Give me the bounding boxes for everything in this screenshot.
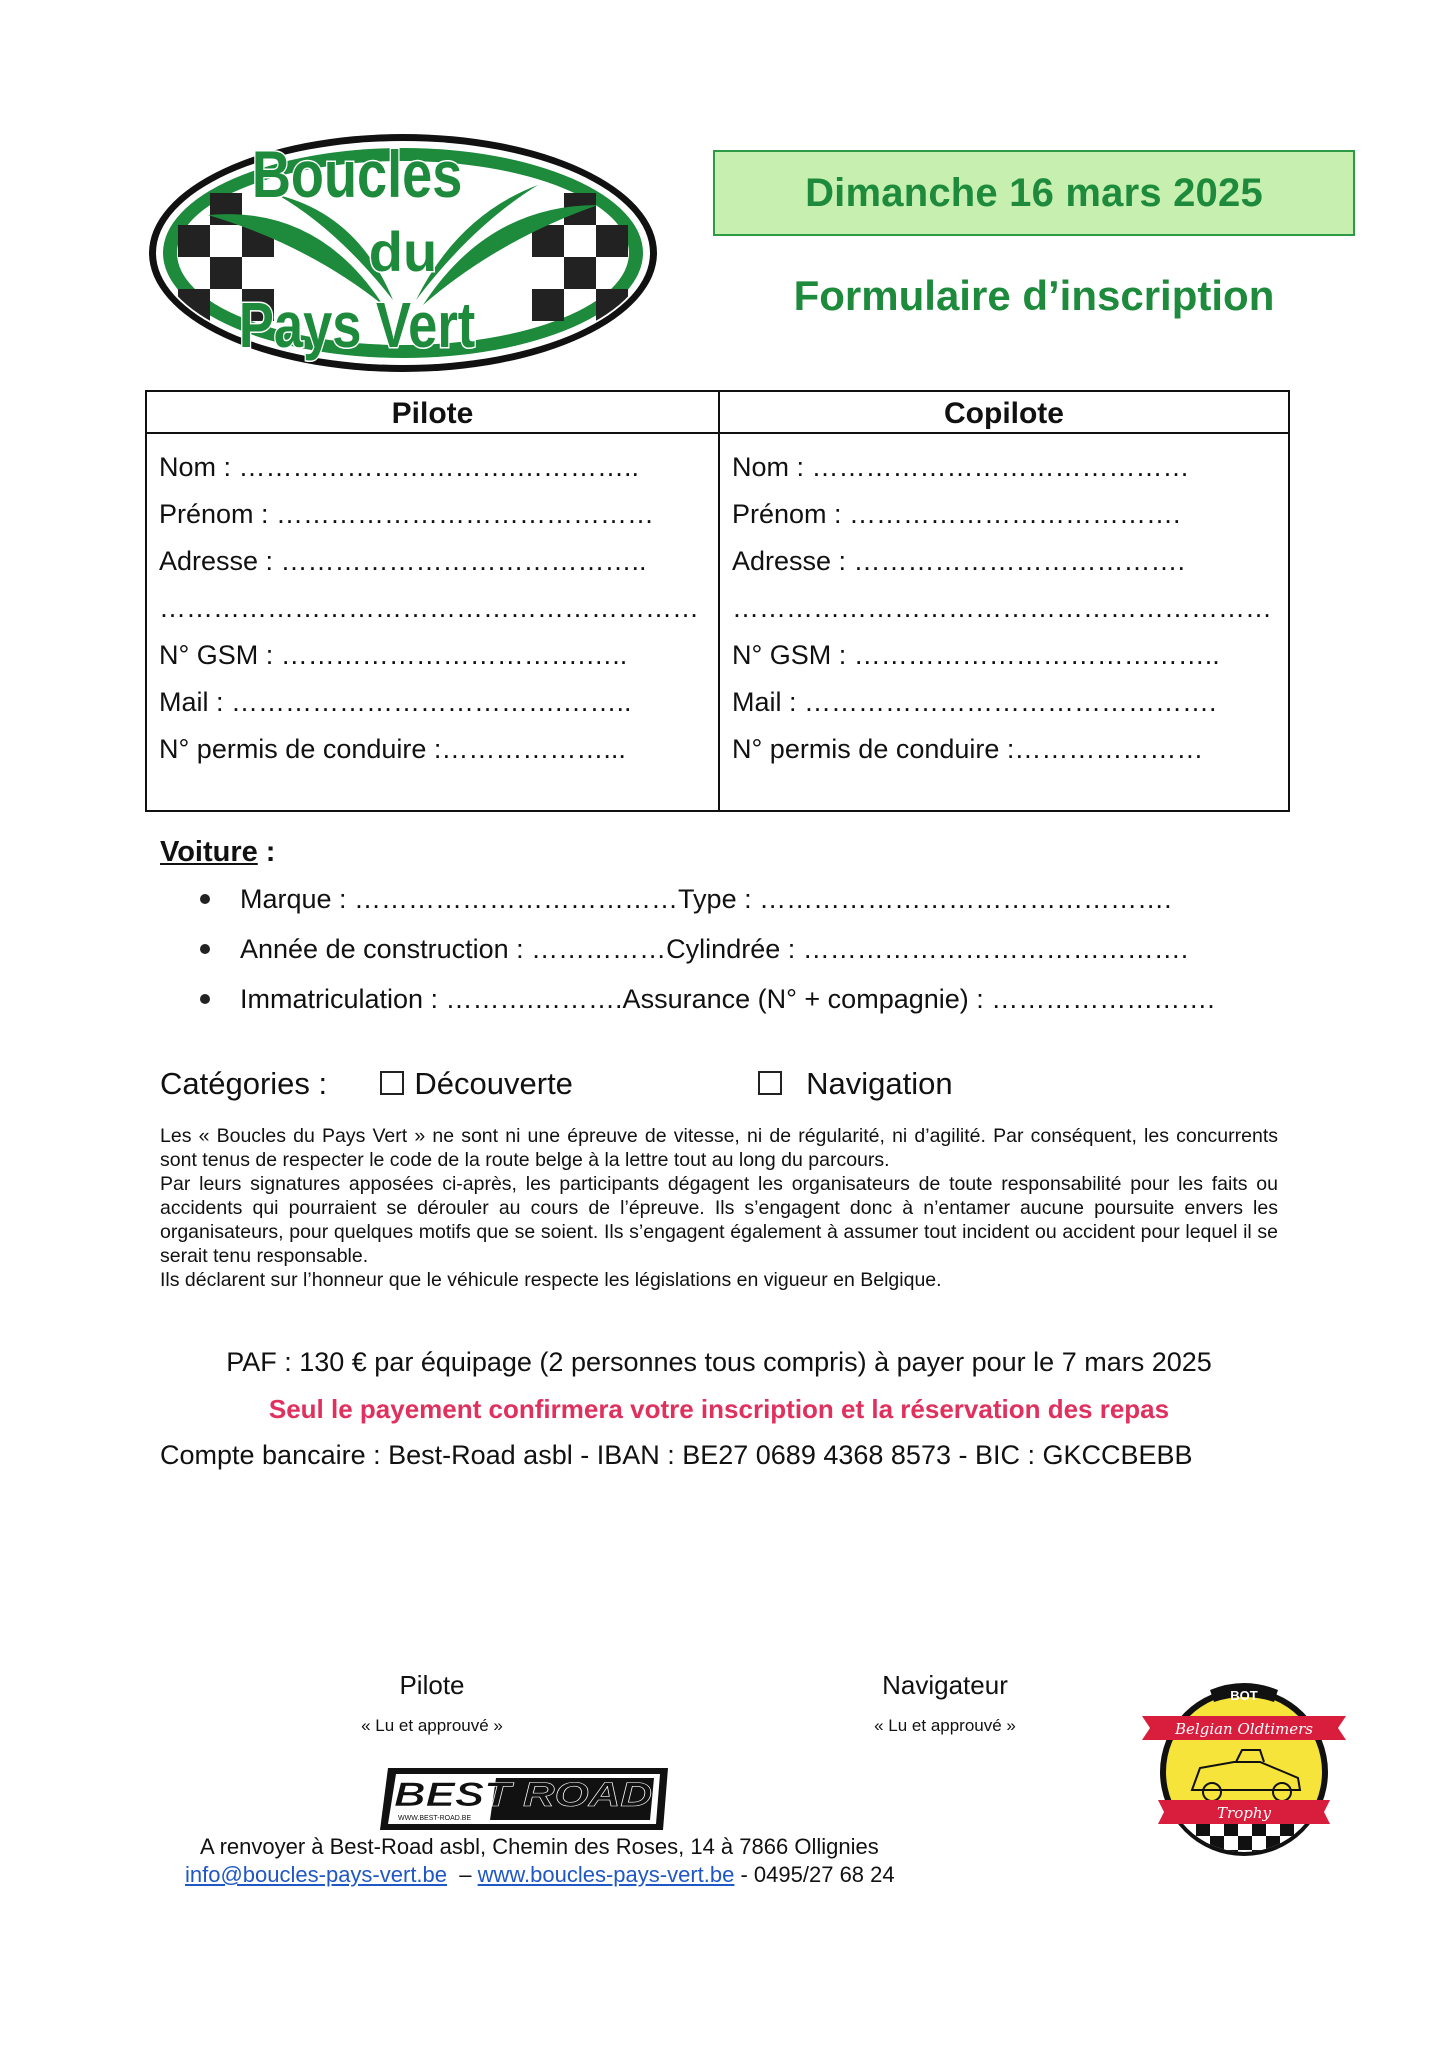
navigation-checkbox[interactable] (758, 1071, 782, 1095)
logo-line2: du (368, 220, 438, 283)
best-road-logo (378, 1766, 673, 1832)
copilote-prenom-field[interactable]: Prénom : ………………………………. (732, 499, 1181, 529)
copilote-mail-field[interactable]: Mail : ………………………………………. (732, 687, 1217, 717)
copilote-heading: Copilote (720, 392, 1288, 434)
pilote-adresse-line2[interactable]: …………………………………………………… (159, 593, 699, 623)
pilote-heading: Pilote (147, 392, 718, 434)
pilote-prenom-field[interactable]: Prénom : …………………………………… (159, 499, 655, 529)
copilote-nom-field[interactable]: Nom : …………………………………… (732, 452, 1190, 482)
event-date: Dimanche 16 mars 2025 (805, 170, 1263, 215)
pilote-signature-sub: « Lu et approuvé » (361, 1716, 503, 1735)
voiture-colon: : (257, 836, 276, 868)
copilote-fields (732, 444, 1288, 773)
disclaimer-paragraph: Par leurs signatures apposées ci-après, les participants dégagent les organisateurs de toute responsabilité pour les faits ou accidents qui pourraient se dérouler au cours de l’épreuve. Ils s’engagent donc à n’entamer aucune poursuite envers les organisateurs, pour quelques motifs que se soient. Ils s’engagent également à assumer tout incident ou accident pour lequel il se serait tenu responsable. (160, 1173, 1278, 1267)
pilote-permis-field[interactable]: N° permis de conduire :………………... (159, 734, 626, 764)
pilote-fields (159, 444, 718, 773)
pilote-mail-field[interactable]: Mail : ……………………………….…….. (159, 687, 632, 717)
disclaimer-paragraph: Ils déclarent sur l’honneur que le véhicule respecte les législations en vigueur en Belgique. (160, 1269, 942, 1291)
logo-line1: Boucles (251, 136, 463, 212)
bank-account-line: Compte bancaire : Best-Road asbl - IBAN : BE27 0689 4368 8573 - BIC : GKCCBEBB (160, 1440, 1193, 1470)
pilote-gsm-field[interactable]: N° GSM : …………………………….….. (159, 640, 628, 670)
disclaimer-text (160, 1124, 1278, 1292)
copilote-gsm-field[interactable]: N° GSM : ………………………………….. (732, 640, 1220, 670)
paf-line: PAF : 130 € par équipage (2 personnes tous compris) à payer pour le 7 mars 2025 (226, 1347, 1212, 1377)
car-line-text: Immatriculation : ……….……….Assurance (N° + compagnie) : ……………………. (240, 984, 1215, 1014)
phone-number: - 0495/27 68 24 (734, 1862, 895, 1887)
event-date-box (713, 150, 1355, 236)
copilote-adresse-field[interactable]: Adresse : ………………………………. (732, 546, 1186, 576)
best-road-logo-text: BEST ROAD (394, 1776, 652, 1814)
persons-table (145, 390, 1290, 812)
voiture-label: Voiture (160, 836, 258, 868)
bullet-icon (200, 894, 210, 904)
form-title: Formulaire d’inscription (793, 272, 1275, 319)
website-link[interactable]: www.boucles-pays-vert.be (477, 1862, 735, 1887)
disclaimer-paragraph: Les « Boucles du Pays Vert » ne sont ni une épreuve de vitesse, ni de régularité, ni d’agilité. Par conséquent, les concurrents sont tenus de respecter le code de la route belge à la lettre tout au long du parcours. (160, 1125, 1278, 1171)
car-immat-assurance-line[interactable] (200, 984, 1215, 1015)
copilote-column (720, 392, 1288, 810)
contact-line (185, 1862, 895, 1888)
payment-note: Seul le payement confirmera votre inscription et la réservation des repas (268, 1394, 1170, 1424)
best-road-logo-url: WWW.BEST-ROAD.BE (398, 1815, 472, 1822)
contact-separator: – (447, 1862, 478, 1887)
email-link[interactable]: info@boucles-pays-vert.be (185, 1862, 448, 1887)
car-marque-type-line[interactable] (200, 884, 1172, 915)
pilote-nom-field[interactable]: Nom : ………………………….………….. (159, 452, 640, 482)
bot-logo-banner: Belgian Oldtimers (1175, 1720, 1313, 1738)
pilote-adresse-field[interactable]: Adresse : ………………………………….. (159, 546, 647, 576)
navigation-label: Navigation (806, 1066, 953, 1101)
copilote-permis-field[interactable]: N° permis de conduire :………………… (732, 734, 1204, 764)
bot-logo-bottom: Trophy (1217, 1804, 1271, 1822)
bot-logo-top: BOT (1230, 1688, 1258, 1703)
logo-line3: Pays Vert (238, 290, 476, 362)
categories-row (160, 1066, 953, 1102)
car-annee-cylindree-line[interactable] (200, 934, 1188, 965)
boucles-du-pays-vert-logo (148, 125, 658, 375)
decouverte-checkbox[interactable] (380, 1071, 404, 1095)
car-line-text: Marque : ………………………………Type : ………………………………………. (240, 884, 1172, 914)
voiture-section-label (160, 836, 275, 869)
return-address: A renvoyer à Best-Road asbl, Chemin des Roses, 14 à 7866 Ollignies (200, 1834, 879, 1859)
navigateur-signature-sub: « Lu et approuvé » (874, 1716, 1016, 1735)
pilote-column (147, 392, 720, 810)
car-line-text: Année de construction : ……………Cylindrée : ……………………………………. (240, 934, 1189, 964)
decouverte-label: Découverte (414, 1066, 573, 1101)
belgian-oldtimers-trophy-logo (1138, 1672, 1350, 1862)
copilote-adresse-line2[interactable]: …………………………………………………… (732, 593, 1272, 623)
bullet-icon (200, 994, 210, 1004)
categories-label: Catégories : (160, 1066, 328, 1101)
bullet-icon (200, 944, 210, 954)
pilote-signature-title: Pilote (399, 1670, 465, 1700)
navigateur-signature-title: Navigateur (882, 1670, 1008, 1700)
